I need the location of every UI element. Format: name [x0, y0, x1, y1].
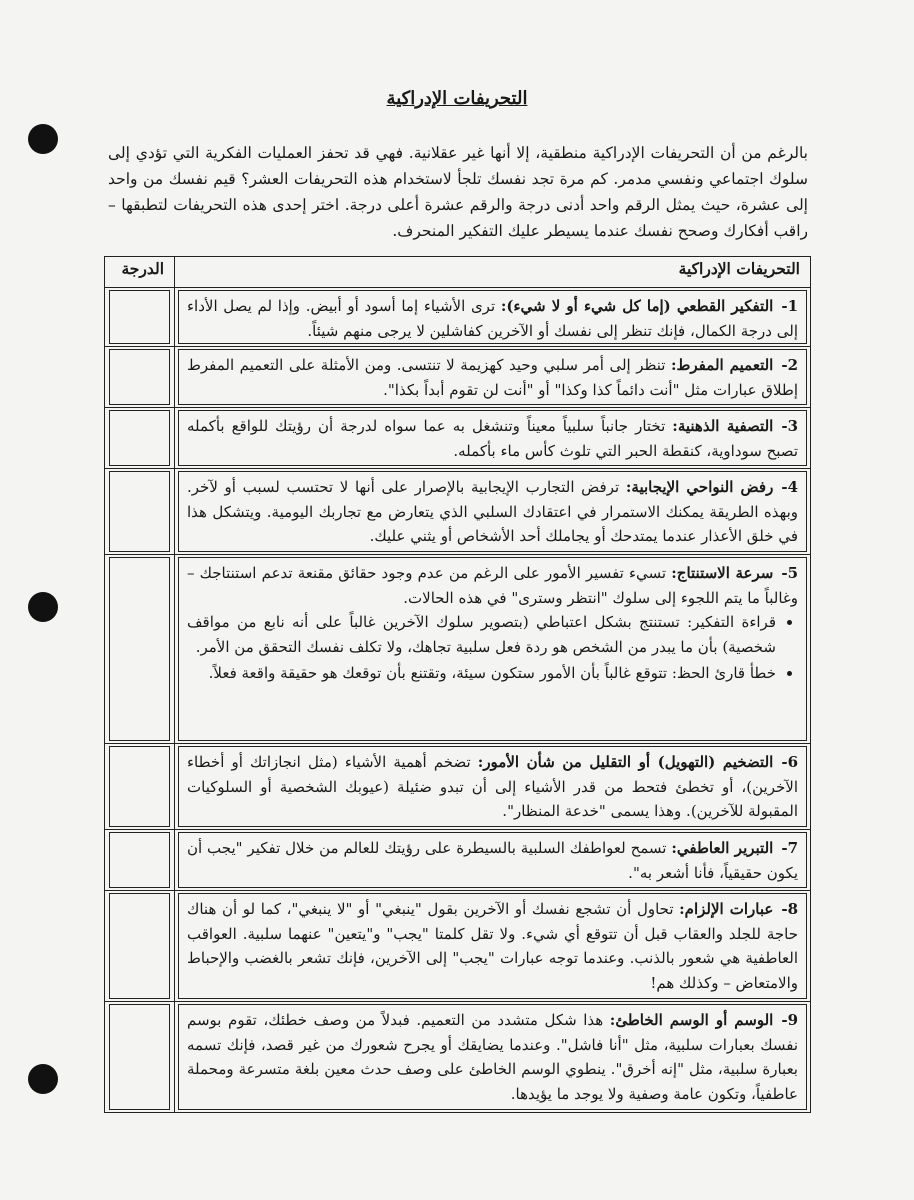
table-row	[105, 347, 811, 408]
row-number: 4-	[781, 478, 798, 496]
distortion-term: التفكير القطعي (إما كل شيء أو لا شيء):	[500, 297, 774, 315]
distortion-9	[178, 1004, 807, 1110]
score-cell-7[interactable]	[105, 830, 175, 891]
distortion-term: التبرير العاطفي:	[671, 839, 774, 857]
score-cell-3[interactable]	[105, 408, 175, 469]
distortion-term: التصفية الذهنية:	[672, 417, 774, 435]
row-number: 9-	[781, 1011, 798, 1029]
row-number: 7-	[781, 839, 798, 857]
row-number: 8-	[781, 900, 798, 918]
score-cell-9[interactable]	[105, 1002, 175, 1113]
table-row	[105, 891, 811, 1002]
distortion-desc: ترفض التجارب الإيجابية بالإصرار على أنها لا تحتسب لسبب أو لآخر. وبهذه الطريقة يمكنك الاستمرار في اعتقادك السلبي الذي يتعارض مع تجاربك اليومية. ويتشكل هذا في خلق الأعذار عندما يمتدحك أو يجاملك أحد الأشخاص أو يثني عليك.	[187, 478, 798, 545]
distortion-desc: هذا شكل متشدد من التعميم. فبدلاً من وصف خطئك، تقوم بوسم نفسك بعبارات سلبية، مثل "أنا فاشل". وعندما يضايقك أو يجرح شعورك من غير قصد، فإنك تسمه بعبارة سلبية، مثل "إنه أخرق". ينطوي الوسم الخاطئ على وصف حدث معين بلغة متسرعة ومحملة عاطفياً، وتكون عامة وصفية ولا يوجد ما يؤيدها.	[187, 1011, 798, 1103]
distortion-desc: ترى الأشياء إما أسود أو أبيض. وإذا لم يصل الأداء إلى درجة الكمال، فإنك تنظر إلى نفسك أو الآخرين كفاشلين لا يرجى منهم شيئاً.	[187, 297, 798, 340]
distortion-8	[178, 893, 807, 999]
distortion-7	[178, 832, 807, 888]
distortion-6	[178, 746, 807, 827]
distortion-1	[178, 290, 807, 344]
row-number: 3-	[781, 417, 798, 435]
distortion-desc: تسمح لعواطفك السلبية بالسيطرة على رؤيتك للعالم من خلال تفكير "يجب أن يكون حقيقياً، فأنا أشعر به".	[187, 839, 798, 882]
intro-text: بالرغم من أن التحريفات الإدراكية منطقية، إلا أنها غير عقلانية. فهي قد تحفز العمليات الفكرية التي تؤدي إلى سلوك اجتماعي ونفسي مدمر. كم مرة تجد نفسك تلجأ لاستخدام هذه التحريفات العشر؟ قيم نفسك من واحد إلى عشرة، حيث يمثل الرقم واحد أدنى درجة والرقم عشرة أعلى درجة. اختر إحدى هذه التحريفات لتطبقها – راقب أفكارك وصحح نفسك عندما يسيطر عليك التفكير المنحرف.	[108, 144, 808, 240]
distortion-term: عبارات الإلزام:	[679, 900, 774, 918]
distortion-term: التعميم المفرط:	[671, 356, 774, 374]
distortion-desc: تسيء تفسير الأمور على الرغم من عدم وجود حقائق مقنعة تدعم استنتاجك – وغالباً ما يتم اللجوء إلى سلوك "انتظر وسترى" في هذه الحالات.	[187, 564, 798, 607]
list-item: • قراءة التفكير: تستنتج بشكل اعتباطي (بتصوير سلوك الآخرين غالباً على أنه نابع من مواقف شخصية) بأن ما يبدر من الشخص هو ردة فعل سلبية تجاهك، ولا تكلف نفسك التحقق من الأمر.	[187, 610, 776, 659]
distortion-desc: تختار جانباً سلبياً معيناً وتنشغل به عما سواه لدرجة أن رؤيتك للواقع بأكمله تصبح سوداوية، كنقطة الحبر التي تلوث كأس ماء بأكمله.	[187, 417, 798, 460]
punch-hole-top	[28, 124, 58, 154]
list-item: • خطأ قارئ الحظ: تتوقع غالباً بأن الأمور ستكون سيئة، وتقتنع بأن توقعك هو حقيقة واقعة فعلاً.	[187, 661, 776, 686]
header-score: الدرجة	[105, 257, 175, 288]
row-number: 5-	[781, 564, 798, 582]
table-row	[105, 408, 811, 469]
row-number: 6-	[781, 753, 798, 771]
page-title: التحريفات الإدراكية	[386, 88, 528, 109]
punch-hole-bottom	[28, 1064, 58, 1094]
table-row	[105, 1002, 811, 1113]
table-header-row	[105, 257, 811, 288]
distortion-desc: تضخم أهمية الأشياء (مثل انجازاتك أو أخطاء الآخرين)، أو تخطئ فتحط من قدر الأشياء إلى أن تبدو ضئيلة (عيوبك الشخصية أو السلوكيات المقبولة للآخرين). وهذا يسمى "خدعة المنظار".	[187, 753, 798, 820]
distortion-term: الوسم أو الوسم الخاطئ:	[609, 1011, 774, 1029]
score-cell-4[interactable]	[105, 469, 175, 555]
distortion-term: رفض النواحي الإيجابية:	[625, 478, 774, 496]
distortion-2	[178, 349, 807, 405]
distortion-5	[178, 557, 807, 741]
distortions-table	[104, 256, 811, 1113]
sub-list	[187, 610, 798, 686]
header-distortions: التحريفات الإدراكية	[175, 257, 811, 288]
score-cell-6[interactable]	[105, 744, 175, 830]
intro-paragraph	[108, 140, 808, 244]
distortion-desc: تحاول أن تشجع نفسك أو الآخرين بقول "ينبغي" أو "لا ينبغي"، كما لو أن هناك حاجة للجلد والعقاب قبل أن تتوقع أي شيء. ولا تقل كلمتا "يجب" و"يتعين" عنهما سلبية. العواقب العاطفية هي شعور بالذنب. وعندما توجه عبارات "يجب" إلى الآخرين، فإنك تشعر بالغضب والإحباط والامتعاض – وكذلك هم!	[187, 900, 798, 992]
row-number: 2-	[781, 356, 798, 374]
row-number: 1-	[781, 297, 798, 315]
distortion-desc: تنظر إلى أمر سلبي وحيد كهزيمة لا تنتسى. ومن الأمثلة على التعميم المفرط إطلاق عبارات مثل "أنت دائماً كذا وكذا" أو "أنت لن تقوم أبداً بكذا".	[187, 356, 798, 399]
table-row	[105, 830, 811, 891]
distortion-3	[178, 410, 807, 466]
table-row	[105, 744, 811, 830]
distortion-term: التضخيم (التهويل) أو التقليل من شأن الأمور:	[477, 753, 774, 771]
table-row	[105, 288, 811, 347]
distortion-4	[178, 471, 807, 552]
table-row	[105, 469, 811, 555]
score-cell-2[interactable]	[105, 347, 175, 408]
score-cell-1[interactable]	[105, 288, 175, 347]
score-cell-8[interactable]	[105, 891, 175, 1002]
score-cell-5[interactable]	[105, 555, 175, 744]
punch-hole-middle	[28, 592, 58, 622]
distortion-term: سرعة الاستنتاج:	[671, 564, 774, 582]
table-row	[105, 555, 811, 744]
